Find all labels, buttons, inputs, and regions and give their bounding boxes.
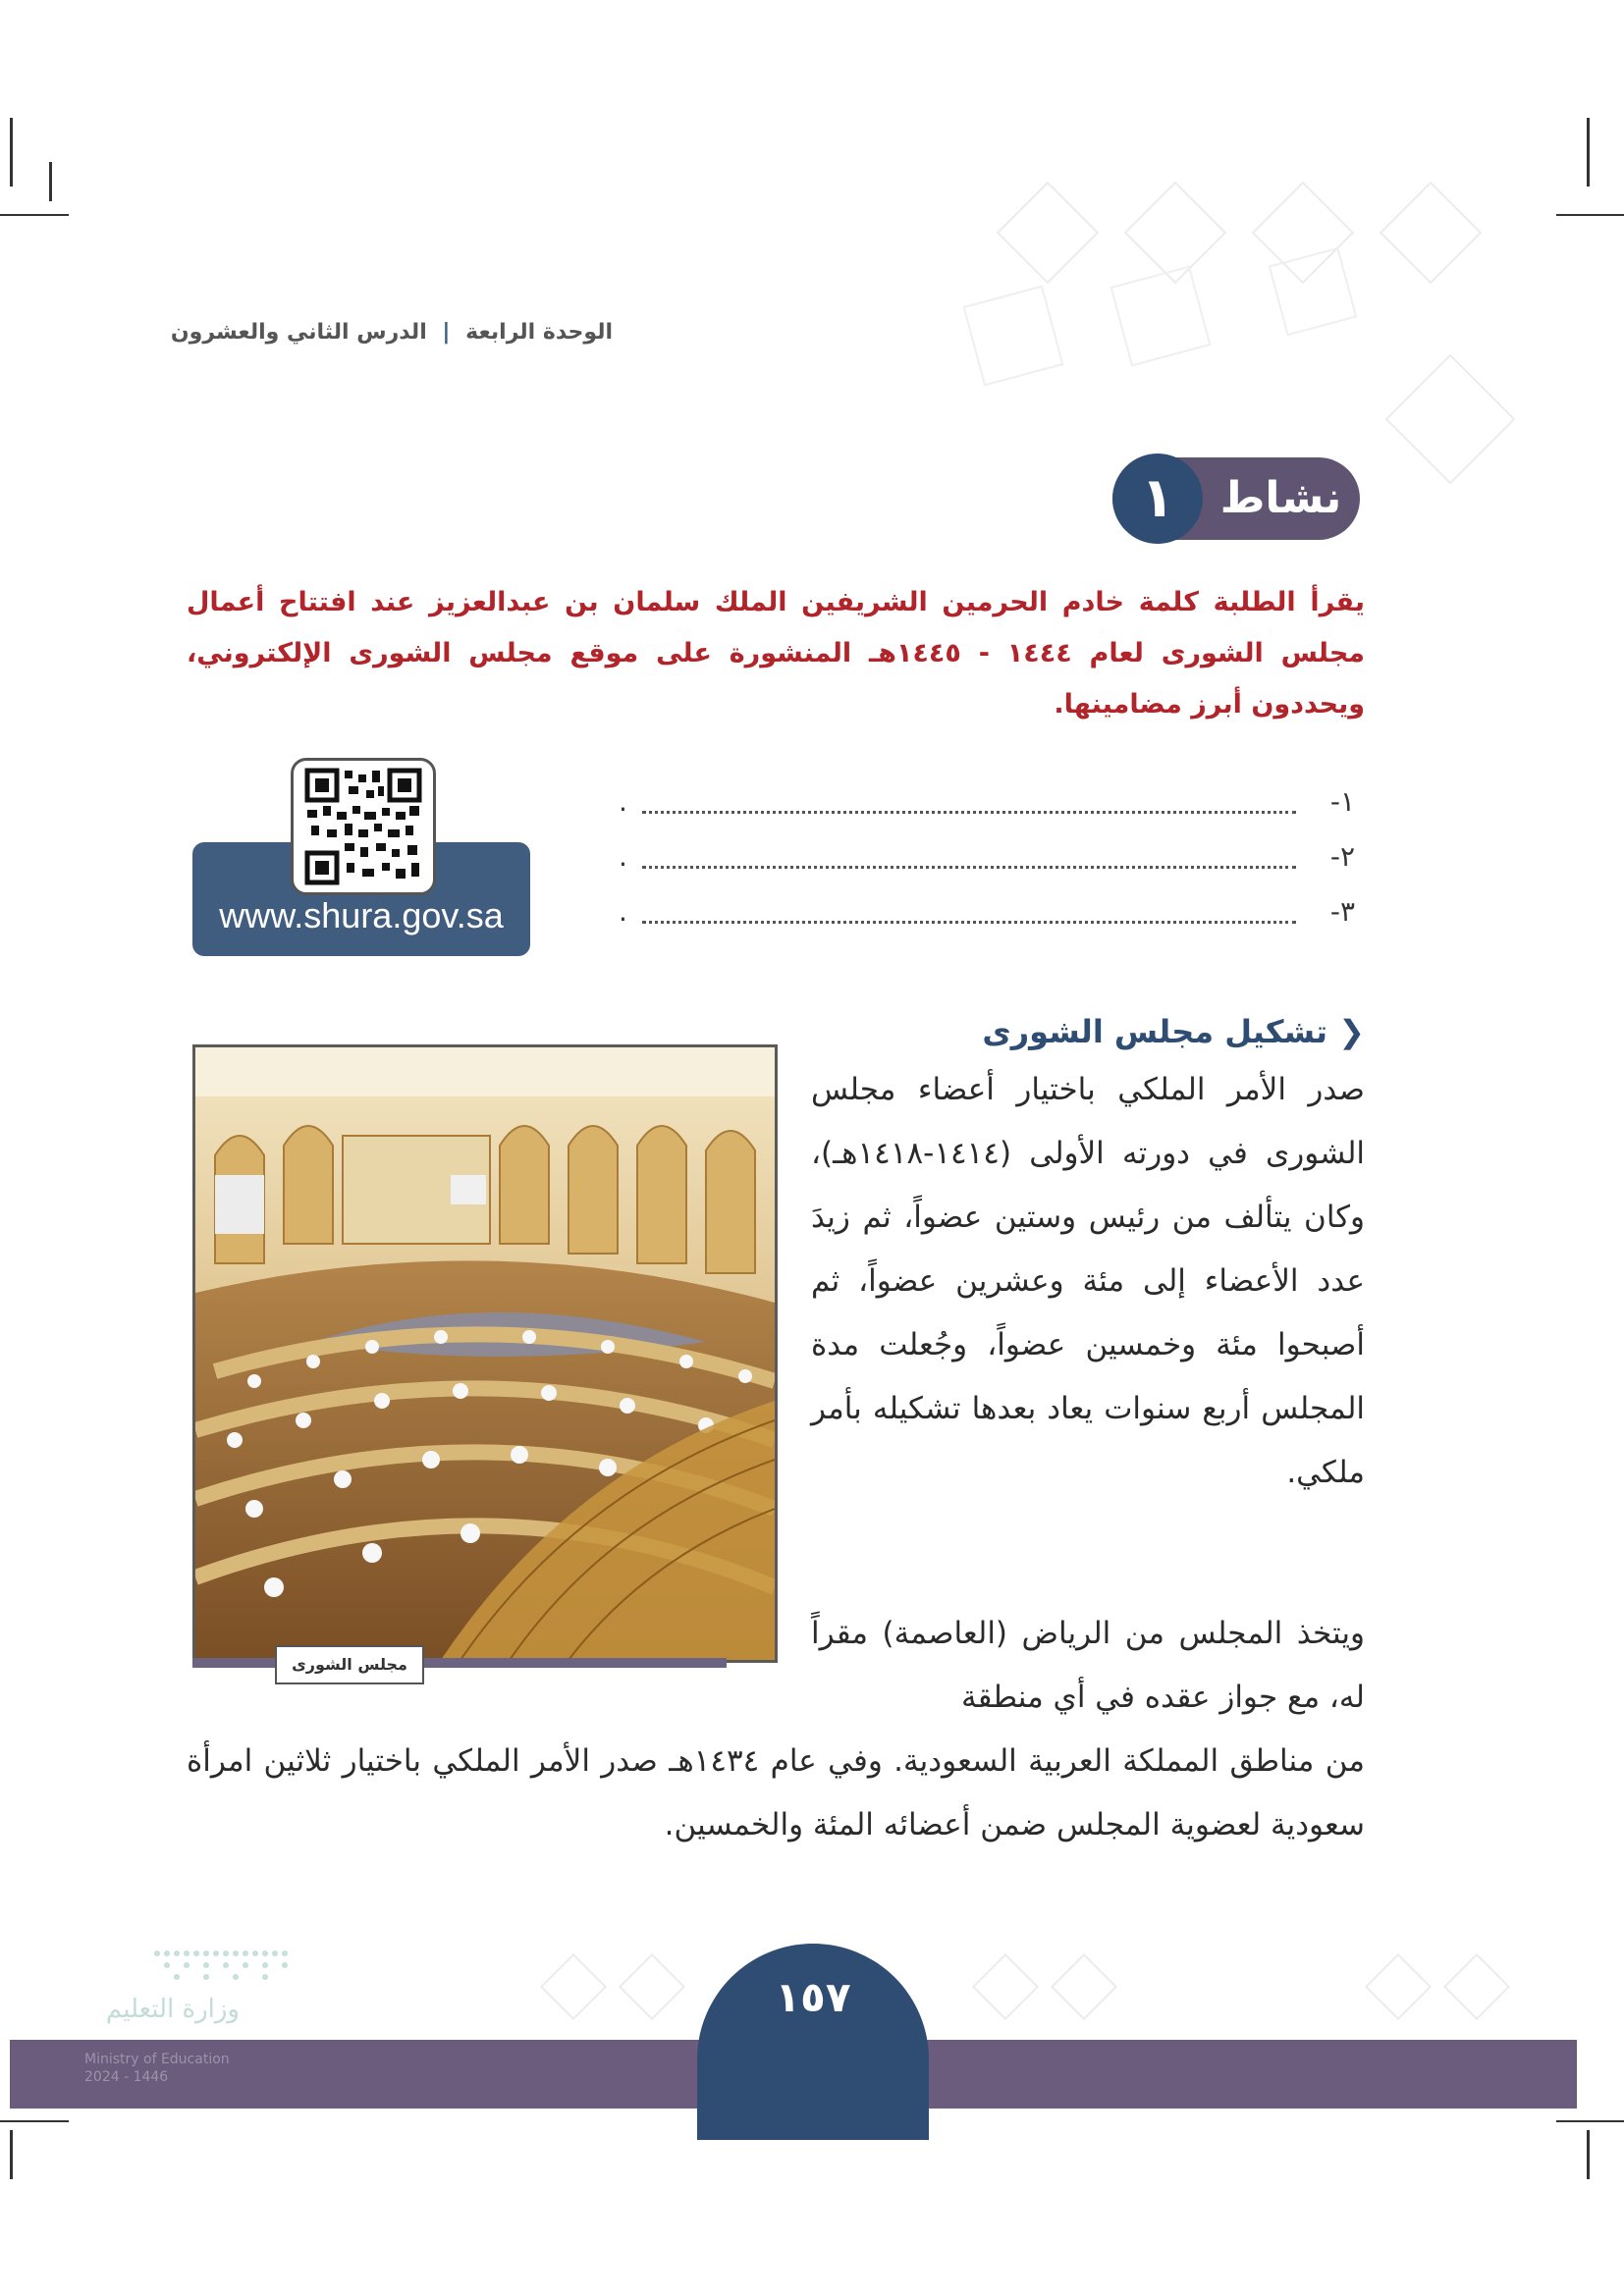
unit-title: الوحدة الرابعة — [465, 320, 613, 345]
background-pattern — [1051, 1953, 1117, 2020]
activity-label: نشاط — [1219, 473, 1342, 523]
crop-mark — [49, 162, 52, 201]
dotted-line — [642, 811, 1296, 814]
background-pattern — [1385, 354, 1516, 485]
crop-mark — [1587, 118, 1590, 187]
background-pattern — [1443, 1953, 1510, 2020]
page-number: ١٥٧ — [775, 1973, 851, 2021]
ministry-name-en: Ministry of Education — [84, 2052, 230, 2067]
background-pattern — [963, 286, 1064, 387]
section-title-text: تشكيل مجلس الشورى — [982, 1013, 1328, 1050]
crop-mark — [1587, 2130, 1590, 2179]
dotted-line — [642, 866, 1296, 869]
website-url[interactable]: www.shura.gov.sa — [219, 895, 504, 935]
answer-line[interactable] — [619, 840, 1355, 880]
shura-council-photo — [192, 1044, 778, 1663]
background-pattern — [972, 1953, 1039, 2020]
background-pattern — [540, 1953, 607, 2020]
photo-caption: مجلس الشورى — [275, 1645, 424, 1684]
answer-end-dot: . — [619, 785, 627, 818]
lesson-title: الدرس الثاني والعشرون — [170, 320, 427, 345]
crop-mark — [0, 214, 69, 216]
answer-number: ١- — [1329, 785, 1355, 818]
background-pattern — [619, 1953, 685, 2020]
section-paragraph-3: من مناطق المملكة العربية السعودية. وفي عام ١٤٣٤هـ صدر الأمر الملكي باختيار ثلاثين امرأة سعودية لعضوية المجلس ضمن أعضائه المئة والخمسين. — [187, 1743, 1365, 1842]
crop-mark — [1556, 214, 1624, 216]
section-paragraph-2: ويتخذ المجلس من الرياض (العاصمة) مقراً له، مع جواز عقده في أي منطقة — [811, 1616, 1365, 1715]
background-pattern — [1365, 1953, 1432, 2020]
section-paragraph-1: صدر الأمر الملكي باختيار أعضاء مجلس الشورى في دورته الأولى (١٤١٤-١٤١٨هـ)، وكان يتألف من رئيس وستين عضواً، ثم زيدَ عدد الأعضاء إلى مئة وعشرين عضواً، ثم أصبحوا مئة وخمسين عضواً، وجُعلت مدة المجلس أربع سنوات يعاد بعدها تشكيله بأمر ملكي. — [811, 1072, 1365, 1490]
crop-mark — [1556, 2120, 1624, 2122]
chevron-left-icon: ❮ — [1338, 1013, 1365, 1050]
council-chamber-illustration — [195, 1047, 775, 1660]
dotted-line — [642, 921, 1296, 924]
ministry-logo-icon — [147, 1942, 295, 1991]
qr-code-icon — [294, 761, 433, 892]
section-heading — [884, 1013, 1365, 1050]
background-pattern — [997, 182, 1100, 285]
background-pattern — [1380, 182, 1483, 285]
background-pattern — [1110, 266, 1212, 367]
answer-end-dot: . — [619, 895, 627, 928]
crop-mark — [10, 2130, 13, 2179]
activity-instruction: يقرأ الطلبة كلمة خادم الحرمين الشريفين الملك سلمان بن عبدالعزيز عند افتتاح أعمال مجلس الشورى لعام ١٤٤٤ - ١٤٤٥هـ المنشورة على موقع مجلس الشورى الإلكتروني، ويحددون أبرز مضامينها. — [187, 587, 1365, 720]
caption-bar — [192, 1658, 727, 1668]
edition-year: 2024 - 1446 — [84, 2069, 169, 2085]
qr-code[interactable] — [291, 758, 436, 895]
answer-line[interactable] — [619, 895, 1355, 934]
answer-end-dot: . — [619, 840, 627, 873]
page-header — [122, 320, 613, 345]
crop-mark — [10, 118, 13, 187]
answer-line[interactable] — [619, 785, 1355, 825]
crop-mark — [0, 2120, 69, 2122]
activity-number: ١ — [1112, 454, 1203, 544]
ministry-name: وزارة التعليم — [105, 1995, 240, 2024]
answer-number: ٢- — [1329, 840, 1355, 873]
answer-number: ٣- — [1329, 895, 1355, 928]
header-separator: | — [442, 320, 451, 345]
